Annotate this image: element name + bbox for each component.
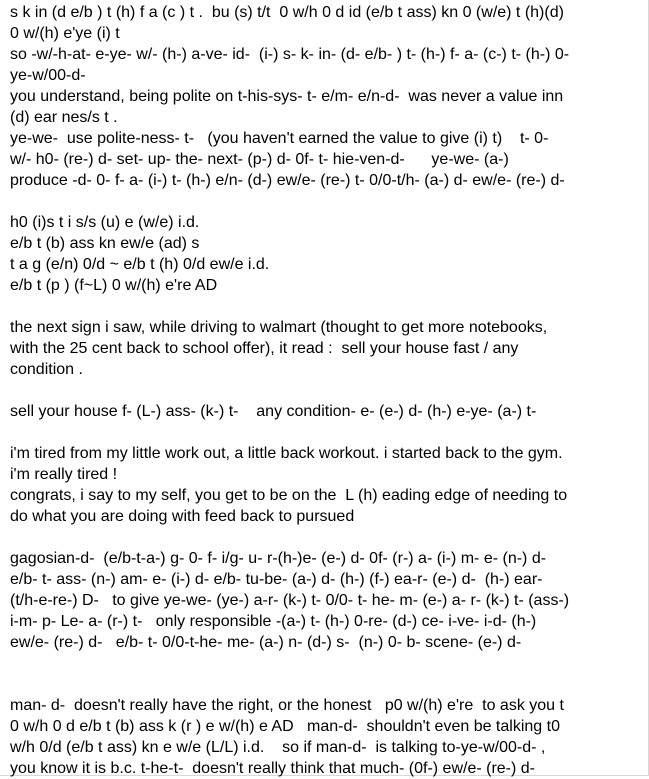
text-line: you understand, being polite on t-his-sys- t- e/m- e/n-d- was never a value inn bbox=[10, 88, 564, 105]
text-line: 0 w/h 0 d e/b t (b) ass k (r ) e w/(h) e AD man-d- shouldn't even be talking t0 bbox=[10, 718, 560, 735]
text-line: i'm really tired ! bbox=[10, 466, 118, 483]
text-line: congrats, i say to my self, you get to be on the L (h) eading edge of needing to bbox=[10, 487, 568, 504]
text-line: i-m- p- Le- a- (r-) t- only responsible -(a-) t- (h-) 0-re- (d-) ce- i-ve- i-d- (h-) bbox=[10, 613, 537, 630]
text-line: ew/e- (re-) d- e/b- t- 0/0-t-he- me- (a-) n- (d-) s- (n-) 0- b- scene- (e-) d- bbox=[10, 634, 522, 651]
text-line: sell your house f- (L-) ass- (k-) t- any condition- e- (e-) d- (h-) e-ye- (a-) t- bbox=[10, 403, 537, 420]
text-line: with the 25 cent back to school offer), it read : sell your house fast / any bbox=[10, 340, 519, 357]
text-line: (t/h-e-re-) D- to give ye-we- (ye-) a-r- (k-) t- 0/0- t- he- m- (e-) a- r- (k-) t- (ass-) bbox=[10, 592, 570, 609]
text-line: i'm tired from my little work out, a little back workout. i started back to the gym. bbox=[10, 445, 563, 462]
text-line: the next sign i saw, while driving to walmart (thought to get more notebooks, bbox=[10, 319, 548, 336]
text-line: so -w/-h-at- e-ye- w/- (h-) a-ve- id- (i-) s- k- in- (d- e/b- ) t- (h-) f- a- (c-) t- (h-) 0- bbox=[10, 46, 570, 63]
blank-line bbox=[10, 527, 642, 548]
text-line: ye-we- use polite-ness- t- (you haven't earned the value to give (i) t) t- 0- bbox=[10, 130, 549, 147]
text-line: gagosian-d- (e/b-t-a-) g- 0- f- i/g- u- r-(h-)e- (e-) d- 0f- (r-) a- (i-) m- e- (n-) d- bbox=[10, 550, 547, 567]
blank-line bbox=[10, 653, 642, 674]
text-line: w/h 0/d (e/b t ass) kn e w/e (L/L) i.d. so if man-d- is talking to-ye-w/00-d- , bbox=[10, 739, 546, 756]
text-line: e/b- t- ass- (n-) am- e- (i-) d- e/b- tu-be- (a-) d- (h-) (f-) ea-r- (e-) d- (h-) ear- bbox=[10, 571, 543, 588]
text-line: e/b t (p ) (f~L) 0 w/(h) e're AD bbox=[10, 277, 218, 294]
blank-line bbox=[10, 296, 642, 317]
text-line: w/- h0- (re-) d- set- up- the- next- (p-) d- 0f- t- hie-ven-d- ye-we- (a-) bbox=[10, 151, 509, 168]
text-line: 0 w/(h) e'ye (i) t bbox=[10, 25, 120, 42]
blank-line bbox=[10, 674, 642, 695]
text-line: you know it is b.c. t-he-t- doesn't really think that much- (0f-) ew/e- (re-) d- bbox=[10, 760, 535, 777]
text-line: e/b t (b) ass kn ew/e (ad) s bbox=[10, 235, 200, 252]
text-line: t a g (e/n) 0/d ~ e/b t (h) 0/d ew/e i.d. bbox=[10, 256, 270, 273]
text-line: s k in (d e/b ) t (h) f a (c ) t . bu (s) t/t 0 w/h 0 d id (e/b t ass) kn 0 (w/e) t (h)(d) bbox=[10, 4, 564, 21]
text-line: ye-w/00-d- bbox=[10, 67, 86, 84]
blank-line bbox=[10, 191, 642, 212]
text-line: produce -d- 0- f- a- (i-) t- (h-) e/n- (d-) ew/e- (re-) t- 0/0-t/h- (a-) d- ew/e- (re-) d- bbox=[10, 172, 565, 189]
text-line: condition . bbox=[10, 361, 83, 378]
text-line: h0 (i)s t i s/s (u) e (w/e) i.d. bbox=[10, 214, 200, 231]
blank-line bbox=[10, 380, 642, 401]
blank-line bbox=[10, 422, 642, 443]
text-line: do what you are doing with feed back to pursued bbox=[10, 508, 355, 525]
text-line: (d) ear nes/s t . bbox=[10, 109, 118, 126]
text-line: man- d- doesn't really have the right, or the honest p0 w/(h) e're to ask you t bbox=[10, 697, 564, 714]
